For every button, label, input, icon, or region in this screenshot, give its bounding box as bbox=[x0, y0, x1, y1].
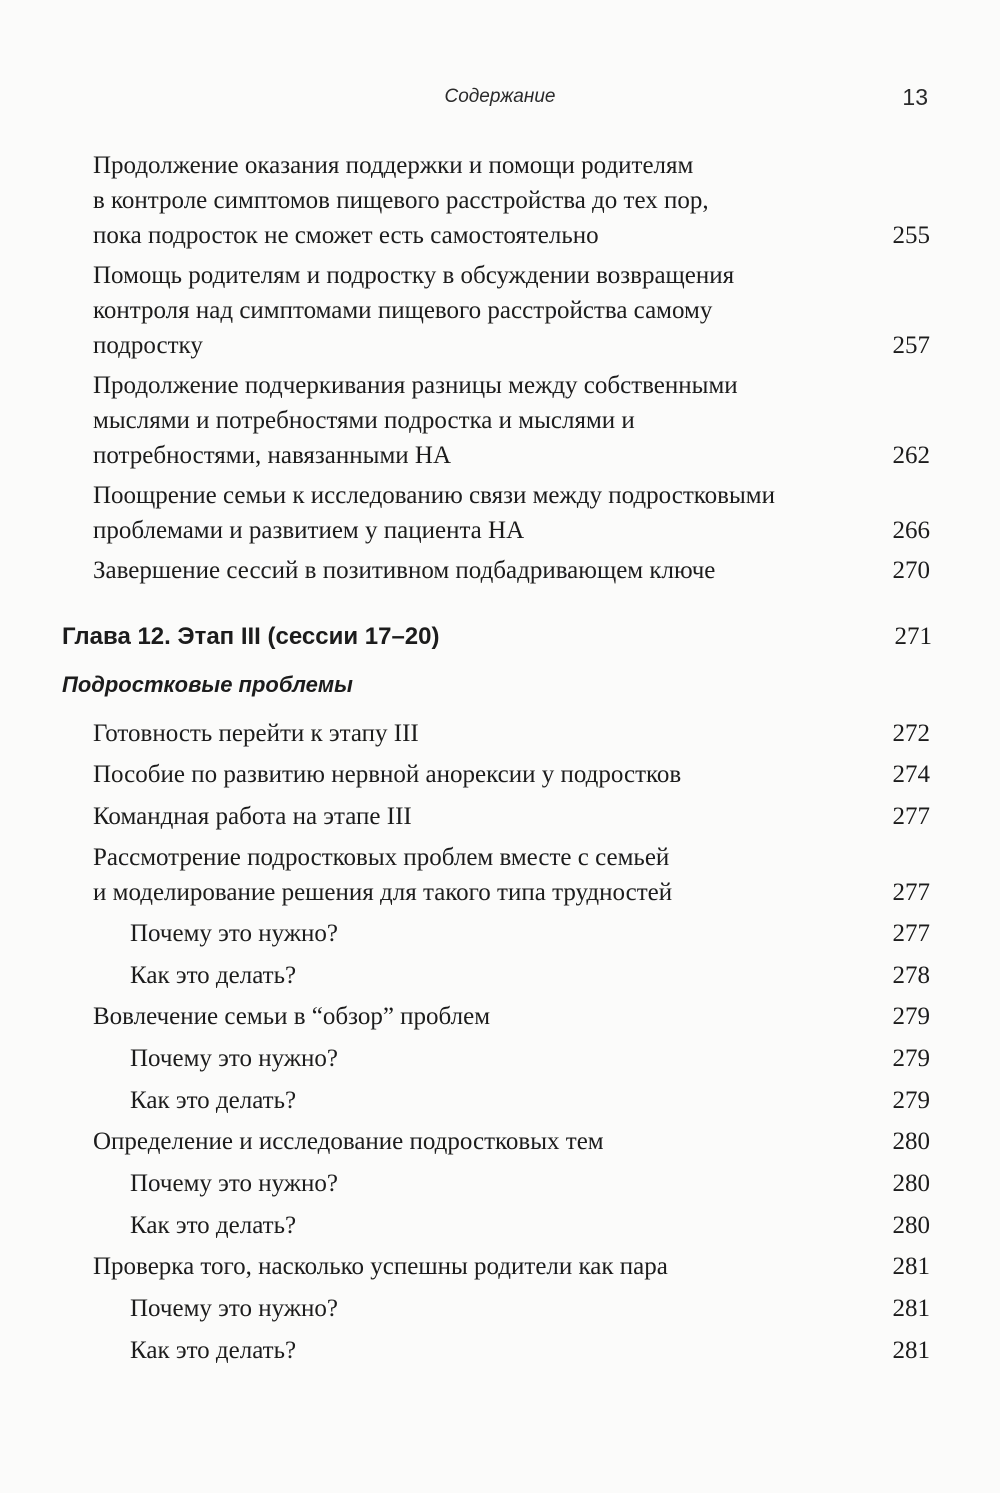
toc-item-page: 274 bbox=[892, 761, 930, 788]
toc-item-page: 280 bbox=[892, 1128, 930, 1155]
toc-subitem-page: 281 bbox=[892, 1295, 930, 1322]
toc-item-page: 277 bbox=[892, 879, 930, 906]
toc-entry-page: 262 bbox=[892, 442, 930, 469]
toc-item-page: 272 bbox=[892, 720, 930, 747]
toc-item-page: 279 bbox=[892, 1003, 930, 1030]
toc-entry-text: Продолжение оказания поддержки и помощи родителям в контроле симптомов пищевого расстройства до тех пор, пока подросток не сможет есть самостоятельно bbox=[93, 152, 709, 249]
toc-item bbox=[0, 716, 1000, 751]
toc-item-text: Проверка того, насколько успешны родители как пара bbox=[93, 1253, 668, 1280]
toc-item-text: Командная работа на этапе III bbox=[93, 803, 412, 830]
toc-item bbox=[0, 999, 1000, 1034]
toc-item-text: Пособие по развитию нервной анорексии у подростков bbox=[93, 761, 682, 788]
toc-subitem-page: 277 bbox=[892, 920, 930, 947]
toc-entry bbox=[0, 258, 1000, 363]
toc-item-text: Рассмотрение подростковых проблем вместе с семьей и моделирование решения для такого типа трудностей bbox=[93, 844, 673, 906]
toc-entry-page: 270 bbox=[892, 557, 930, 584]
toc-item-text: Определение и исследование подростковых тем bbox=[93, 1128, 604, 1155]
toc-entry bbox=[0, 553, 1000, 588]
toc-subitem-text: Почему это нужно? bbox=[130, 1045, 339, 1072]
toc-subitem-page: 281 bbox=[892, 1337, 930, 1364]
toc-subitem bbox=[0, 1041, 1000, 1076]
toc-item bbox=[0, 840, 1000, 910]
toc-subitem bbox=[0, 916, 1000, 951]
toc-entry bbox=[0, 478, 1000, 548]
toc-entry-text: Продолжение подчеркивания разницы между собственными мыслями и потребностями подростка и мыслями и потребностями, навязанными НА bbox=[93, 372, 738, 469]
toc-subitem-page: 279 bbox=[892, 1087, 930, 1114]
toc-subitem bbox=[0, 1083, 1000, 1118]
toc-item bbox=[0, 1124, 1000, 1159]
toc-entry bbox=[0, 148, 1000, 253]
toc-item-page: 281 bbox=[892, 1253, 930, 1280]
toc-item bbox=[0, 757, 1000, 792]
toc-entry-text: Поощрение семьи к исследованию связи между подростковыми проблемами и развитием у пациента НА bbox=[93, 482, 775, 544]
toc-subitem-text: Почему это нужно? bbox=[130, 1295, 339, 1322]
page-number: 13 bbox=[902, 84, 928, 110]
toc-subitem-text: Как это делать? bbox=[130, 962, 297, 989]
chapter-heading bbox=[62, 622, 932, 652]
toc-entry-page: 257 bbox=[892, 332, 930, 359]
toc-item bbox=[0, 799, 1000, 834]
toc-subitem-page: 279 bbox=[892, 1045, 930, 1072]
toc-subitem-text: Как это делать? bbox=[130, 1087, 297, 1114]
toc-subitem-page: 280 bbox=[892, 1170, 930, 1197]
toc-subitem-page: 280 bbox=[892, 1212, 930, 1239]
toc-item-text: Вовлечение семьи в “обзор” проблем bbox=[93, 1003, 491, 1030]
toc-subitem-text: Почему это нужно? bbox=[130, 920, 339, 947]
toc-entry-text: Завершение сессий в позитивном подбадривающем ключе bbox=[93, 557, 716, 584]
toc-item-page: 277 bbox=[892, 803, 930, 830]
toc-subitem bbox=[0, 1208, 1000, 1243]
toc-subitem-page: 278 bbox=[892, 962, 930, 989]
chapter-title: Глава 12. Этап III (сессии 17–20) bbox=[62, 623, 440, 650]
running-header-title: Содержание bbox=[444, 86, 556, 107]
toc-subitem bbox=[0, 958, 1000, 993]
toc-subitem-text: Почему это нужно? bbox=[130, 1170, 339, 1197]
toc-entry-text: Помощь родителям и подростку в обсуждении возвращения контроля над симптомами пищевого расстройства самому подростку bbox=[93, 262, 735, 359]
toc-subitem-text: Как это делать? bbox=[130, 1337, 297, 1364]
toc-subitem bbox=[0, 1166, 1000, 1201]
toc-entry-page: 255 bbox=[892, 222, 930, 249]
toc-subitem bbox=[0, 1333, 1000, 1368]
toc-subitem bbox=[0, 1291, 1000, 1326]
toc-subitem-text: Как это делать? bbox=[130, 1212, 297, 1239]
chapter-page: 271 bbox=[894, 623, 932, 650]
toc-entry-page: 266 bbox=[892, 517, 930, 544]
toc-item-text: Готовность перейти к этапу III bbox=[93, 720, 419, 747]
toc-item bbox=[0, 1249, 1000, 1284]
section-heading: Подростковые проблемы bbox=[62, 672, 353, 697]
toc-entry bbox=[0, 368, 1000, 473]
